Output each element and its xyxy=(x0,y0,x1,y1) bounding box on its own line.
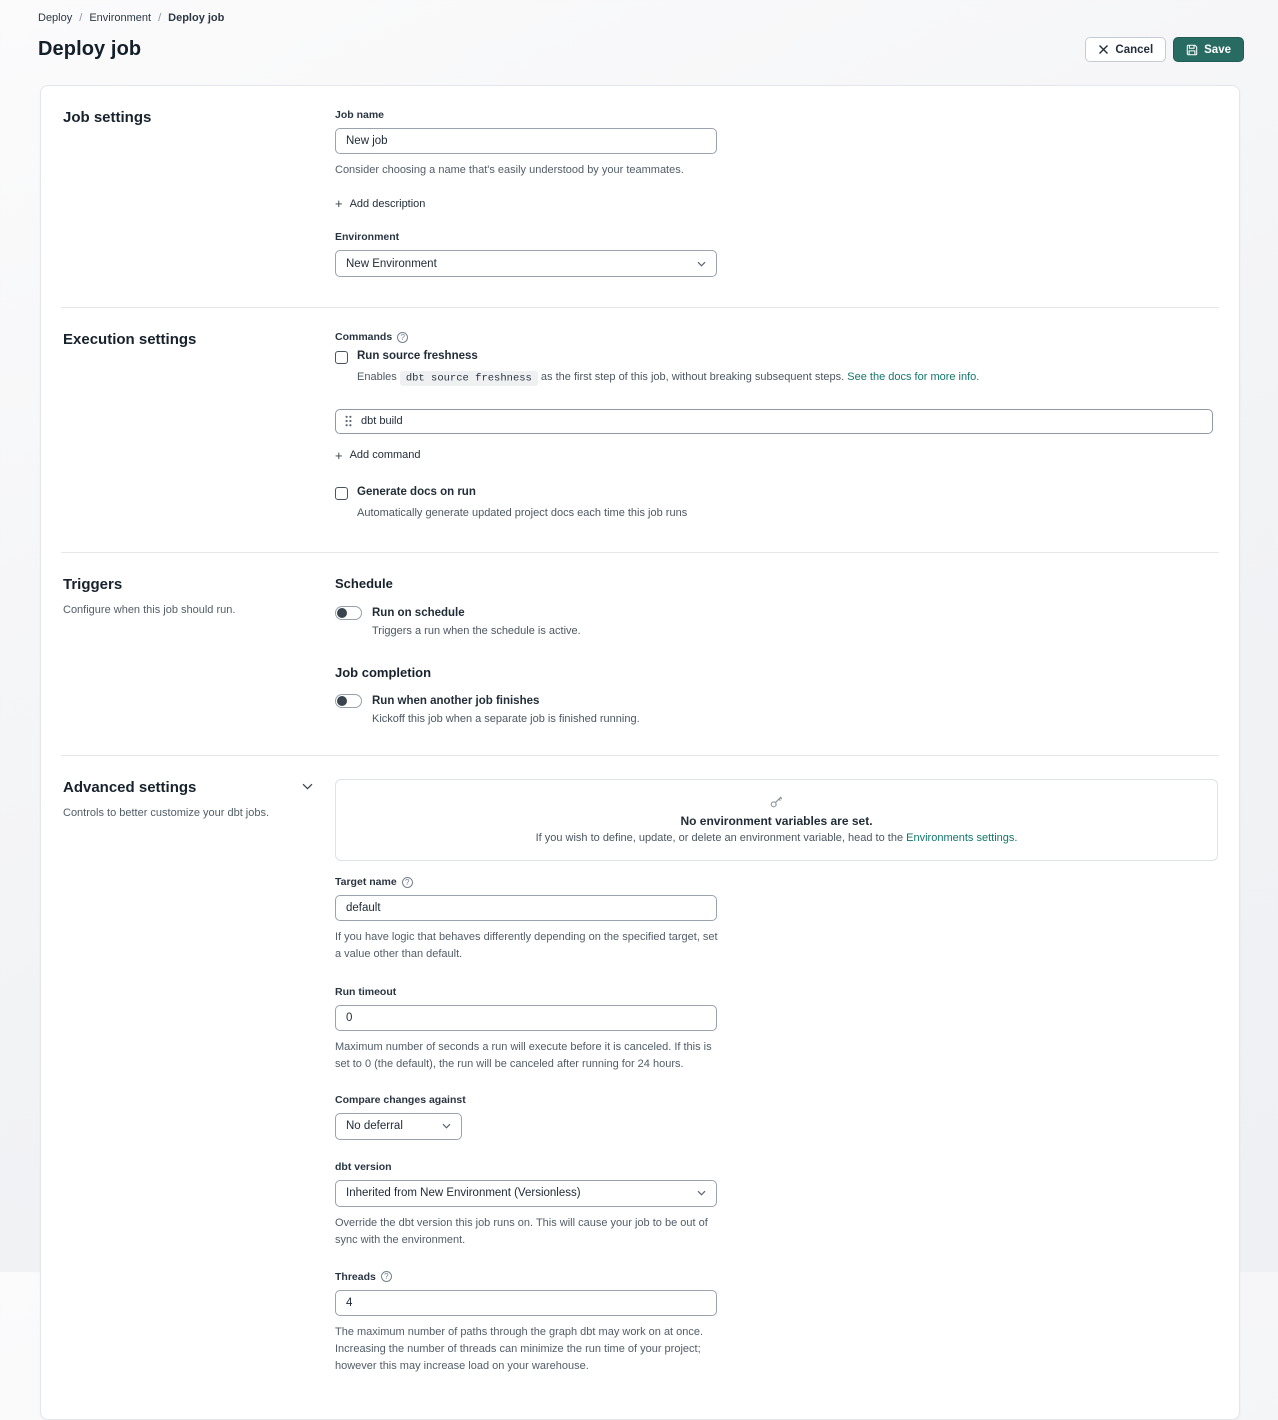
job-settings-fields xyxy=(335,109,1217,277)
cancel-button-label: Cancel xyxy=(1115,43,1154,56)
add-description-label: Add description xyxy=(349,197,426,210)
threads-helper: The maximum number of paths through the graph dbt may work on at once. Increasing the number of threads can minimize the run time of your project; however this may increase load on your warehouse. xyxy=(335,1325,704,1372)
run-timeout-label: Run timeout xyxy=(335,985,397,998)
job-name-label: Job name xyxy=(335,109,385,121)
add-description-button[interactable] xyxy=(335,197,425,210)
advanced-settings-section xyxy=(61,755,1219,1418)
plus-icon: + xyxy=(335,196,343,212)
chevron-down-icon xyxy=(697,1190,706,1196)
target-name-group xyxy=(335,876,1218,963)
advanced-settings-left xyxy=(63,779,335,1374)
run-source-freshness-row xyxy=(335,350,1217,364)
dbt-version-label: dbt version xyxy=(335,1160,392,1173)
generate-docs-row xyxy=(335,486,1217,500)
threads-label xyxy=(335,1271,1218,1283)
generate-docs-helper: Automatically generate updated project docs each time this job runs xyxy=(357,506,688,519)
triggers-section xyxy=(61,552,1219,755)
save-button-label: Save xyxy=(1204,43,1231,56)
collapse-chevron-icon[interactable] xyxy=(302,783,313,790)
environment-label: Environment xyxy=(335,231,400,244)
add-description-row xyxy=(335,195,1217,213)
save-button[interactable] xyxy=(1173,37,1244,62)
command-row xyxy=(335,409,1213,434)
generate-docs-label[interactable]: Generate docs on run xyxy=(357,485,476,498)
triggers-left xyxy=(63,576,335,725)
commands-label-text: Commands xyxy=(335,331,393,344)
freshness-code-chip: dbt source freshness xyxy=(400,371,538,386)
cancel-button[interactable] xyxy=(1085,37,1166,62)
threads-help-icon[interactable]: ? xyxy=(381,1271,392,1282)
compare-changes-label: Compare changes against xyxy=(335,1093,466,1106)
chevron-down-icon xyxy=(697,261,706,267)
run-timeout-input[interactable] xyxy=(335,1005,717,1031)
breadcrumb-deploy[interactable]: Deploy xyxy=(38,12,73,24)
triggers-heading: Triggers xyxy=(63,576,123,594)
dbt-version-group xyxy=(335,1161,1218,1249)
job-name-helper: Consider choosing a name that's easily understood by your teammates. xyxy=(335,164,684,176)
header-actions xyxy=(1085,37,1244,62)
schedule-heading: Schedule xyxy=(335,576,393,592)
dbt-version-select-value: Inherited from New Environment (Versionless) xyxy=(346,1187,581,1200)
run-when-job-finishes-helper: Kickoff this job when a separate job is finished running. xyxy=(372,713,640,726)
plus-icon: + xyxy=(335,447,343,463)
job-settings-left xyxy=(63,109,335,277)
drag-handle-icon[interactable] xyxy=(345,415,352,427)
threads-input[interactable] xyxy=(335,1290,717,1316)
execution-settings-heading: Execution settings xyxy=(63,331,197,349)
breadcrumb-separator: / xyxy=(79,12,83,24)
key-icon xyxy=(769,794,784,809)
commands-label xyxy=(335,331,1217,343)
environment-group xyxy=(335,231,1217,277)
breadcrumb-environment[interactable]: Environment xyxy=(89,12,152,24)
commands-help-icon[interactable]: ? xyxy=(397,332,408,343)
environment-select[interactable] xyxy=(335,250,717,277)
threads-group xyxy=(335,1271,1218,1375)
freshness-helper-suffix: as the first step of this job, without breaking subsequent steps. xyxy=(540,371,845,384)
dbt-version-select[interactable] xyxy=(335,1180,717,1207)
page-header xyxy=(38,37,1244,62)
run-on-schedule-toggle[interactable] xyxy=(335,606,362,620)
see-docs-link[interactable]: See the docs for more info. xyxy=(847,371,980,384)
job-settings-heading: Job settings xyxy=(63,109,152,126)
page-title: Deploy job xyxy=(38,38,142,60)
environment-select-value: New Environment xyxy=(346,257,437,270)
freshness-helper-prefix: Enables xyxy=(357,371,397,384)
breadcrumb xyxy=(38,12,1244,24)
run-timeout-group xyxy=(335,986,1218,1073)
job-completion-heading: Job completion xyxy=(335,665,432,681)
target-name-help-icon[interactable]: ? xyxy=(402,877,413,888)
run-on-schedule-label[interactable]: Run on schedule xyxy=(372,607,465,620)
envvar-empty-title: No environment variables are set. xyxy=(680,814,873,829)
run-source-freshness-helper xyxy=(357,369,1217,387)
envvar-empty-text xyxy=(536,832,1018,844)
breadcrumb-separator: / xyxy=(158,12,162,24)
triggers-description: Configure when this job should run. xyxy=(63,604,236,617)
compare-changes-group xyxy=(335,1094,1218,1140)
execution-settings-section xyxy=(61,307,1219,552)
chevron-down-icon xyxy=(442,1123,451,1129)
target-name-input[interactable] xyxy=(335,895,717,921)
run-on-schedule-helper: Triggers a run when the schedule is active. xyxy=(372,625,581,638)
job-name-group xyxy=(335,109,1217,179)
command-input[interactable]: dbt build xyxy=(361,415,403,428)
run-timeout-helper: Maximum number of seconds a run will execute before it is canceled. If this is set to 0 (the default), the run will be canceled after running for 24 hours. xyxy=(335,1040,712,1070)
run-on-schedule-row xyxy=(335,606,1217,620)
environments-settings-link[interactable]: Environments settings. xyxy=(906,832,1018,845)
advanced-settings-heading: Advanced settings xyxy=(63,779,197,797)
job-name-input[interactable] xyxy=(335,128,717,154)
execution-settings-left xyxy=(63,331,335,522)
run-when-job-finishes-label[interactable]: Run when another job finishes xyxy=(372,695,540,708)
job-settings-section xyxy=(61,86,1219,307)
generate-docs-checkbox[interactable] xyxy=(335,487,348,500)
target-name-label-text: Target name xyxy=(335,876,397,889)
triggers-fields xyxy=(335,576,1217,725)
advanced-settings-description: Controls to better customize your dbt jobs. xyxy=(63,807,270,820)
environment-variables-box xyxy=(335,779,1218,861)
breadcrumb-deploy-job: Deploy job xyxy=(168,12,225,24)
run-source-freshness-label[interactable]: Run source freshness xyxy=(357,350,478,363)
compare-changes-select[interactable] xyxy=(335,1113,462,1140)
envvar-text-body: If you wish to define, update, or delete an environment variable, head to the xyxy=(535,832,904,845)
run-when-job-finishes-toggle[interactable] xyxy=(335,694,362,708)
close-icon xyxy=(1098,44,1109,55)
add-command-label: Add command xyxy=(349,449,421,462)
advanced-settings-fields xyxy=(335,779,1218,1374)
execution-settings-fields xyxy=(335,331,1217,522)
deploy-job-form-card xyxy=(40,85,1240,1420)
target-name-label xyxy=(335,876,1218,888)
run-when-job-finishes-row xyxy=(335,694,1217,708)
threads-label-text: Threads xyxy=(335,1270,376,1283)
dbt-version-helper: Override the dbt version this job runs on. This will cause your job to be out of sync with the environment. xyxy=(335,1216,708,1246)
add-command-row xyxy=(335,447,1217,465)
target-name-helper: If you have logic that behaves differently depending on the specified target, set a value other than default. xyxy=(335,931,718,961)
add-command-button[interactable] xyxy=(335,449,421,462)
compare-changes-select-value: No deferral xyxy=(346,1120,403,1133)
floppy-disk-icon xyxy=(1186,44,1198,56)
run-source-freshness-checkbox[interactable] xyxy=(335,351,348,364)
